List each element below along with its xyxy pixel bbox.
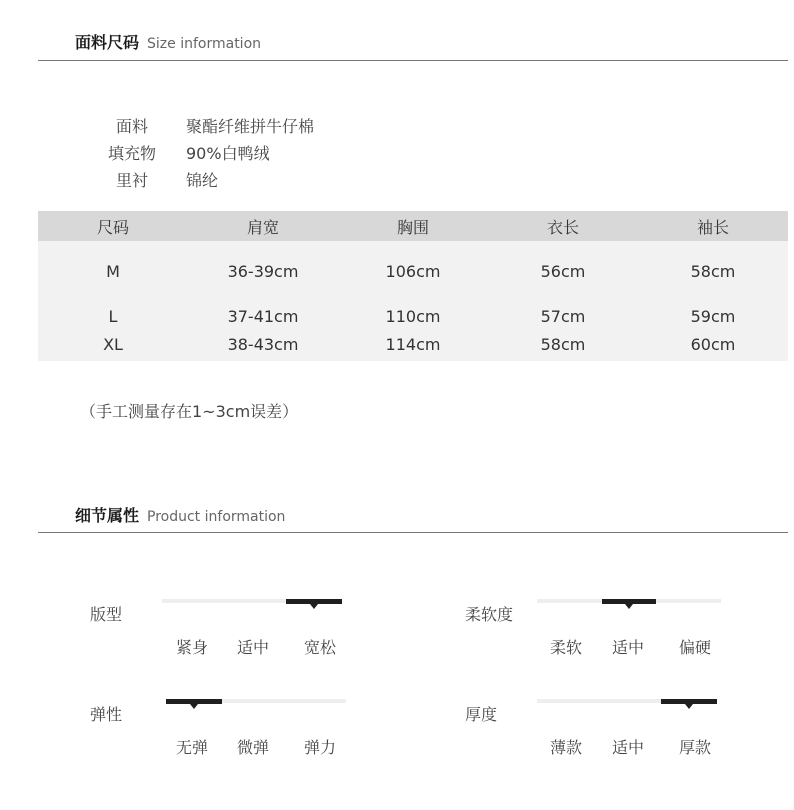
attribute-indicator — [602, 599, 656, 604]
column-header-shoulder: 肩宽 — [246, 217, 279, 237]
column-header-sleeve: 袖长 — [696, 217, 729, 237]
column-header-size: 尺码 — [96, 217, 129, 237]
table-cell: XL — [103, 334, 123, 354]
attribute-option: 适中 — [237, 638, 270, 657]
indicator-pointer-icon — [310, 604, 318, 609]
spec-key: 面料 — [115, 117, 148, 136]
table-cell: 114cm — [385, 334, 441, 354]
column-header-chest: 胸围 — [396, 217, 429, 237]
product-section-title-en: Product information — [147, 509, 286, 525]
attribute-label: 版型 — [90, 605, 123, 624]
attribute-indicator — [286, 599, 342, 604]
indicator-pointer-icon — [625, 604, 633, 609]
table-cell: M — [106, 261, 120, 281]
attribute-option: 薄款 — [550, 738, 583, 757]
spec-row-fabric — [78, 112, 314, 139]
attribute-option: 偏硬 — [679, 638, 712, 657]
measurement-note: （手工测量存在1~3cm误差） — [80, 402, 299, 421]
table-cell: 37-41cm — [227, 306, 299, 326]
size-section-header — [75, 30, 261, 53]
table-cell: 56cm — [540, 261, 586, 281]
spec-key: 填充物 — [107, 144, 156, 163]
table-row — [38, 301, 788, 331]
spec-row-lining — [78, 166, 314, 193]
attribute-label: 柔软度 — [465, 605, 514, 624]
table-cell: 58cm — [540, 334, 586, 354]
column-header-length: 衣长 — [546, 217, 579, 237]
attribute-option: 弹力 — [304, 738, 337, 757]
attribute-label: 弹性 — [90, 705, 123, 724]
attribute-option: 适中 — [612, 738, 645, 757]
attribute-option: 宽松 — [304, 638, 337, 657]
product-section-title-cn: 细节属性 — [75, 506, 140, 525]
table-cell: 57cm — [540, 306, 586, 326]
attribute-label: 厚度 — [465, 705, 498, 724]
size-section-title-cn: 面料尺码 — [75, 33, 140, 52]
attribute-option: 微弹 — [237, 738, 270, 757]
table-cell: 110cm — [385, 306, 441, 326]
attribute-indicator — [166, 699, 222, 704]
table-cell: 36-39cm — [227, 261, 299, 281]
attribute-option: 紧身 — [176, 638, 209, 657]
product-section-divider — [38, 532, 788, 533]
table-cell: L — [108, 306, 118, 326]
attribute-option: 柔软 — [550, 638, 583, 657]
fabric-specs — [78, 112, 314, 193]
table-cell: 60cm — [690, 334, 736, 354]
spec-value: 锦纶 — [186, 171, 219, 190]
attribute-option: 厚款 — [679, 738, 712, 757]
table-cell: 58cm — [690, 261, 736, 281]
indicator-pointer-icon — [190, 704, 198, 709]
spec-row-filling — [78, 139, 314, 166]
table-row — [38, 331, 788, 361]
size-table-header-row — [38, 211, 788, 241]
attribute-indicator — [661, 699, 717, 704]
attribute-option: 无弹 — [176, 738, 209, 757]
table-cell: 59cm — [690, 306, 736, 326]
table-cell: 38-43cm — [227, 334, 299, 354]
spec-value: 90%白鸭绒 — [186, 144, 270, 163]
size-section-divider — [38, 60, 788, 61]
indicator-pointer-icon — [685, 704, 693, 709]
spec-value: 聚酯纤维拼牛仔棉 — [186, 117, 315, 136]
table-cell: 106cm — [385, 261, 441, 281]
table-row — [38, 241, 788, 301]
attribute-option: 适中 — [612, 638, 645, 657]
size-table — [38, 211, 788, 361]
spec-key: 里衬 — [115, 171, 148, 190]
size-section-title-en: Size information — [147, 36, 262, 52]
product-section-header — [75, 503, 285, 526]
